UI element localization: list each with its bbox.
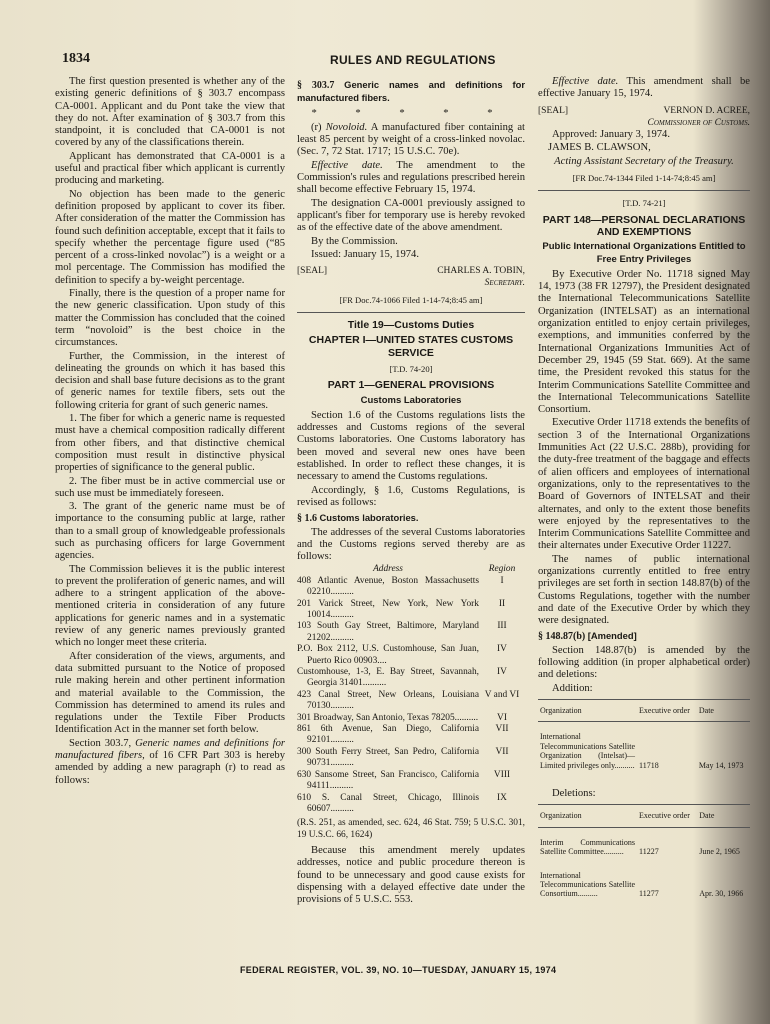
address-row: 301 Broadway, San Antonio, Texas 78205.......... VI	[297, 712, 507, 723]
divider	[297, 312, 525, 313]
address-row: 610 S. Canal Street, Chicago, Illinois 60607.......... IX	[297, 792, 507, 814]
table-row: Interim Communications Satellite Committee.......... 11227 June 2, 1965	[540, 837, 740, 857]
running-head: RULES AND REGULATIONS	[330, 53, 496, 67]
paragraph: 3. The grant of the generic name must be of importance to the consuming public at large, rather than to a small group of knowledgeable professionals such as purchasing officers for large Government agencies.	[55, 501, 285, 562]
paragraph: By Executive Order No. 11718 signed May 14, 1973 (38 FR 12797), the President designated the International Telecommunications Satellite Organization (INTELSAT) as an international organization entitled to enjoy certain privileges, exemptions, and immunities conferred by the International Organizations Immunities Act of December 29, 1945 (59 Stat. 669). At the same time, the President revoked this status for the Interim Communications Satellite Committee and the International Telecommunications Satellite Consortium.	[538, 268, 750, 416]
authority-citation: (R.S. 251, as amended, sec. 624, 46 Stat. 759; 5 U.S.C. 301, 19 U.S.C. 66, 1624)	[297, 818, 525, 840]
address-row: 861 6th Avenue, San Diego, California 92101.......... VII	[297, 724, 509, 746]
signer-title: Commissioner of Customs.	[647, 117, 750, 128]
issued-date: Issued: January 15, 1974.	[311, 248, 419, 260]
td-number: [T.D. 74-20]	[389, 363, 433, 374]
signer-name: JAMES B. CLAWSON,	[548, 142, 651, 154]
paragraph: Executive Order 11718 extends the benefits of section 3 of the International Organizations Immunities Act (22 U.S.C. 288b), providing for the duty-free treatment of the baggage and effects of alien officers and employees of international organizations, only to the representatives to the Board of Governors of INTELSAT and their alternates, and only to the extent those benefits were enjoyed by the representatives to the Interim Communications Satellite Committee and their alternates under Executive Order 11227.	[538, 417, 750, 552]
page-number: 1834	[62, 51, 90, 66]
fr-doc-line: [FR Doc.74-1344 Filed 1-14-74;8:45 am]	[572, 173, 716, 184]
column-3	[538, 76, 750, 903]
paragraph: Section 148.87(b) is amended by the following addition (in proper alphabetical order) and deletions:	[538, 644, 750, 681]
paragraph: Because this amendment merely updates addresses, notice and public procedure thereon is found to be unnecessary and good cause exists for dispensing with a delayed effective date under the provisions of 5 U.S.C. 553.	[297, 845, 525, 906]
signature-block	[297, 265, 525, 290]
address-row: 201 Varick Street, New York, New York 10014.......... II	[297, 598, 506, 621]
address-row: 630 Sansome Street, San Francisco, California 94111.......... VIII	[297, 769, 511, 792]
address-row: 300 South Ferry Street, San Pedro, California 90731.......... VII	[297, 746, 509, 769]
page-footer: FEDERAL REGISTER, VOL. 39, NO. 10—TUESDAY, JANUARY 15, 1974	[240, 965, 557, 975]
paragraph: Section 1.6 of the Customs regulations lists the addresses and Customs regions of the several Customs laboratories. One Customs laboratory has been moved and several new ones have been established. In order to reflect these changes, it is necessary to amend the Customs regulations.	[297, 409, 525, 483]
column-1-paragraphs	[55, 76, 285, 737]
address-row: 423 Canal Street, New Orleans, Louisiana 70130.......... V and VI	[297, 689, 520, 712]
paragraph: Accordingly, § 1.6, Customs Regulations, is revised as follows:	[297, 484, 525, 508]
part-heading: PART 1—GENERAL PROVISIONS	[327, 379, 495, 392]
table-row: International Telecommunications Satellite Organization (Intelsat)—Limited privileges only.......... 11718 May 14, 1973	[540, 732, 744, 770]
section-amend-paragraph: Section 303.7, Generic names and definitions for manufactured fibers, of 16 CFR Part 303 is hereby amended by adding a new paragraph (r) to read as follows:	[55, 737, 286, 786]
subject-heading: Customs Laboratories	[360, 394, 462, 406]
paragraph: Applicant has demonstrated that CA-0001 is a useful and practical fiber which applicant is currently producing and marketing.	[55, 150, 285, 187]
address-row: 103 South Gay Street, Baltimore, Maryland 21202.......... III	[297, 621, 507, 643]
signer-title: Secretary.	[484, 278, 525, 289]
seal-label: [SEAL]	[297, 266, 328, 277]
paragraph: The names of public international organizations currently entitled to free entry privileges are set forth in section 148.87(b) of the Customs Regulations, together with the number and date of the Executive Order by which they were designated.	[538, 553, 750, 627]
subject-heading: Public International Organizations Entitled to Free Entry Privileges	[542, 241, 746, 265]
paragraph: 1. The fiber for which a generic name is requested must have a chemical composition radically different from other fibers, and that distinctive chemical composition must result in distinctive physical properties of significance to the general public.	[55, 413, 285, 474]
column-1	[55, 76, 285, 788]
part-heading: PART 148—PERSONAL DECLARATIONS AND EXEMPTIONS	[542, 213, 746, 238]
paragraph: Finally, there is the question of a proper name for the new generic classification. Upon study of this matter the Commission has concluded that the coined term “novoloid” is the best choice in the circumstances.	[55, 288, 285, 349]
signer-name: VERNON D. ACREE,	[663, 105, 750, 116]
paragraph: The addresses of the several Customs laboratories and the Customs regions served thereby are as follows:	[297, 526, 525, 563]
omission-stars: * * * * *	[311, 107, 511, 119]
fr-doc-line: [FR Doc.74-1066 Filed 1-14-74;8:45 am]	[339, 294, 483, 305]
deletions-table: Organization Executive order Date Interim Communications Satellite Committee.......... 11227 June 2, 1965 International Telecommunications Satellite Consortium.......... 11277 Apr. 30, 1966	[538, 804, 750, 902]
section-heading: § 303.7 Generic names and definitions for manufactured fibers.	[297, 79, 526, 104]
address-row: P.O. Box 2112, U.S. Customhouse, San Juan, Puerto Rico 00903.... IV	[297, 644, 507, 666]
address-table-header: Address Region	[373, 564, 516, 575]
paragraph: 2. The fiber must be in active commercial use or such use must be immediately foreseen.	[55, 475, 285, 499]
novoloid-definition: (r) Novoloid. A manufactured fiber containing at least 85 percent by weight of a cross-linked novolac. (Sec. 7, 72 Stat. 1717; 15 U.S.C. 70e).	[297, 121, 526, 158]
section-heading: § 148.87(b) [Amended]	[538, 630, 637, 643]
signature-block	[538, 105, 750, 130]
designation-paragraph: The designation CA-0001 previously assigned to applicant's fiber for temporary use is hereby revoked as of the effective date of the above amendment.	[297, 197, 525, 234]
approved-date: Approved: January 3, 1974.	[552, 129, 670, 141]
addition-label: Addition:	[552, 682, 593, 694]
paragraph: No objection has been made to the generic definition proposed by applicant to cover its fiber. After consideration of the matter the Commission has found such definition acceptable, except that it fails to specify whether the percentage figure used (“85 percent of a cross-linked novolac”) is a weight or a mol percentage. The Commission has modified the definition to specify a by-weight percentage.	[55, 188, 285, 286]
signer-title: Acting Assistant Secretary of the Treasury.	[554, 155, 734, 167]
section-heading: § 1.6 Customs laboratories.	[297, 512, 419, 525]
paragraph: The Commission believes it is the public interest to prevent the proliferation of generic names, and will adhere to a stringent application of the above-mentioned criteria in consideration of any future applications for generic names and in a systematic review of any generic names previously granted which no longer meet these criteria.	[55, 563, 285, 649]
address-table	[297, 564, 525, 815]
chapter-heading: CHAPTER I—UNITED STATES CUSTOMS SERVICE	[308, 334, 514, 359]
addition-table: Organization Executive order Date International Telecommunications Satellite Organization (Intelsat)—Limited privileges only.......... 11718 May 14, 1973	[538, 699, 750, 774]
by-commission: By the Commission.	[311, 235, 398, 247]
divider	[538, 190, 750, 191]
deletions-label: Deletions:	[552, 787, 596, 799]
effective-date-paragraph: Effective date. This amendment shall be effective January 15, 1974.	[538, 76, 750, 100]
effective-date-paragraph: Effective date. The amendment to the Commission's rules and regulations prescribed herein shall become effective February 15, 1974.	[297, 159, 525, 196]
address-row: Customhouse, 1-3, E. Bay Street, Savannah, Georgia 31401.......... IV	[297, 667, 507, 689]
address-row: 408 Atlantic Avenue, Boston Massachusetts 02210.......... I	[297, 575, 504, 598]
paragraph: Further, the Commission, in the interest of delineating the grounds on which it has based this decision and shall base future decisions as to the grant of generic names for textile fibers, sets out the following criteria for grant of such generic names.	[55, 350, 285, 411]
title-heading: Title 19—Customs Duties	[347, 319, 475, 332]
paragraph: The first question presented is whether any of the existing generic definitions of § 303.7 encompass CA-0001. Applicant and du Pont take the view that they do not. After examination of § 303.7 from this standpoint, it is concluded that CA-0001 is not covered by any of the classifications therein.	[55, 76, 285, 149]
table-row: International Telecommunications Satellite Consortium.......... 11277 Apr. 30, 1966	[540, 870, 744, 899]
column-2	[297, 76, 525, 908]
signer-name: CHARLES A. TOBIN,	[437, 266, 525, 277]
paragraph: After consideration of the views, arguments, and data submitted pursuant to the Notice of proposed rule making herein and other pertinent information and material available to the Commission, the Commission has determined to amend its rules and regulations under the Textile Fiber Products Identification Act in the manner set forth below.	[55, 650, 285, 736]
seal-label: [SEAL]	[538, 105, 569, 116]
td-number: [T.D. 74-21]	[622, 198, 666, 209]
